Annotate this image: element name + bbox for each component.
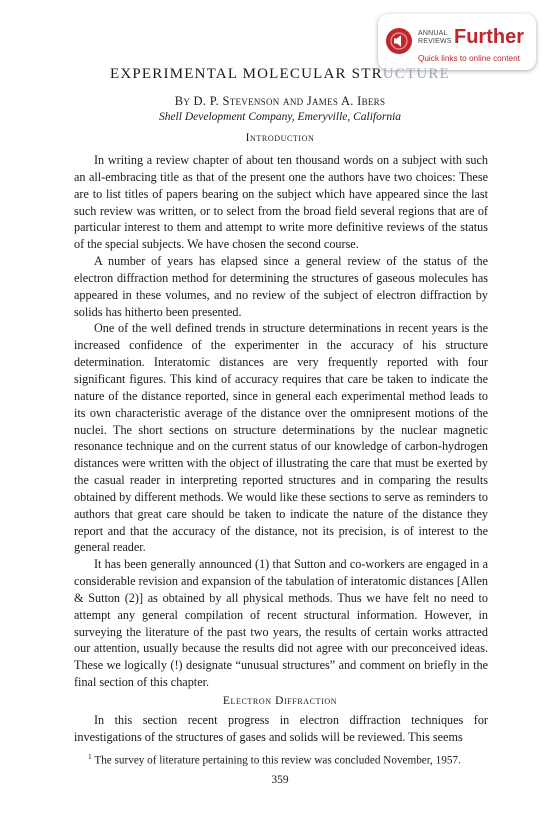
audio-speaker-icon xyxy=(386,28,412,54)
paragraph: In this section recent progress in electron diffraction techniques for investigations of the structures of gases and solids will be reviewed. This seems xyxy=(74,713,488,744)
badge-brand xyxy=(418,30,452,46)
badge-subtitle-link[interactable]: Quick links to online content xyxy=(418,54,520,63)
section-heading-electron-diffraction: Electron Diffraction xyxy=(222,695,338,707)
section-heading-introduction: Introduction xyxy=(245,132,315,144)
paragraph: It has been generally announced (1) that Sutton and co-workers are engaged in a considerable revision and expansion of the tabulation of interatomic distances [Allen & Sutton (2)] as obtained by all physical methods. Thus we have felt no need to attempt any general compilation of recent structural information. However, in surveying the literature of the past two years, the results of certain works attracted our attention, usually because the results did not agree with our preconceived ideas. These we logically (!) designate “unusual structures” and comment on briefly in the final section of this chapter. xyxy=(74,557,488,690)
badge-brand-line1: ANNUAL xyxy=(418,30,448,37)
footnote-text: The survey of literature pertaining to this review was concluded November, 1957. xyxy=(94,754,461,767)
introduction-body xyxy=(74,152,488,691)
annual-reviews-further-badge[interactable] xyxy=(378,14,536,70)
article-title-main: EXPERIMENTAL MOLECULAR STR xyxy=(110,66,383,82)
footnote-marker: 1 xyxy=(88,752,92,761)
article-title-tail: UCTURE xyxy=(382,66,450,82)
article-title xyxy=(0,66,560,83)
electron-diffraction-body xyxy=(74,712,488,746)
page-number: 359 xyxy=(271,774,289,786)
footnote xyxy=(74,750,488,768)
badge-title: Further xyxy=(454,26,524,48)
badge-brand-line2: REVIEWS xyxy=(418,38,452,45)
paragraph: One of the well defined trends in structure determinations in recent years is the increased confidence of the experimenter in the accuracy of his structure determination. Interatomic distances are very frequently reported with four significant figures. This kind of accuracy requires that care be taken to indicate the nature of the distance reported, since in general each experimental method leads to its own characteristic average of the distance over the omnipresent motions of the nuclei. The short sections on structure determinations by the nuclear magnetic resonance technique and on the current status of our knowledge of carbon-hydrogen distances were written with the object of illustrating the care that must be exerted by the casual reader in interpreting reported structures and in comparing the results obtained by different methods. We would like these sections to serve as reminders to authors that great care should be taken to indicate the nature of the distance they report and that the accuracy of the distance, not its precision, is of interest to the general reader. xyxy=(74,321,488,555)
article-affiliation: Shell Development Company, Emeryville, California xyxy=(158,111,402,123)
paragraph: In writing a review chapter of about ten thousand words on a subject with such an all-embracing title as that of the present one the authors have two choices: These are to list titles of papers bearing on the subject which have appeared since the last such review was written, or to select from the broad field several regions that are of particular interest to them and attempt to write more definitive reviews of the status of the special subjects. We have chosen the second course. xyxy=(74,153,488,252)
paragraph: A number of years has elapsed since a general review of the status of the electron diffraction method for determining the structures of gaseous molecules has appeared in these volumes, and no review of the subject of electron diffraction by solids has hitherto been presented. xyxy=(74,254,488,319)
article-authors: By D. P. Stevenson and James A. Ibers xyxy=(174,94,386,108)
